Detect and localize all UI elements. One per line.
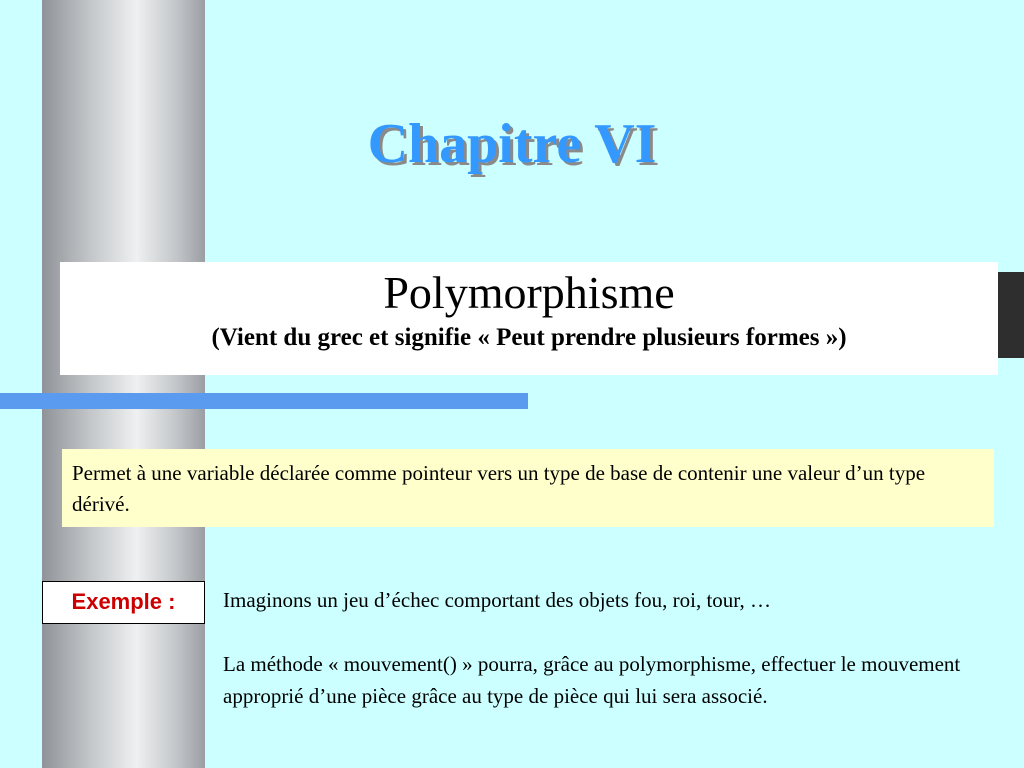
title-box bbox=[60, 262, 998, 375]
example-line: Imaginons un jeu d’échec comportant des objets fou, roi, tour, … bbox=[223, 588, 771, 612]
example-line: La méthode « mouvement() » pourra, grâce au polymorphisme, effectuer le mouvement approprié d’une pièce grâce au type de pièce qui lui sera associé. bbox=[223, 652, 961, 708]
definition-box: Permet à une variable déclarée comme pointeur vers un type de base de contenir une valeur d’un type dérivé. bbox=[62, 449, 994, 527]
chapter-title: Chapitre VI bbox=[367, 113, 657, 175]
slide-title: Polymorphisme bbox=[383, 267, 675, 318]
example-label: Exemple : bbox=[42, 581, 205, 624]
decorative-dark-tab bbox=[998, 272, 1024, 358]
slide-subtitle: (Vient du grec et signifie « Peut prendre plusieurs formes ») bbox=[211, 324, 847, 351]
decorative-blue-line bbox=[0, 393, 528, 409]
example-text bbox=[223, 584, 1018, 712]
